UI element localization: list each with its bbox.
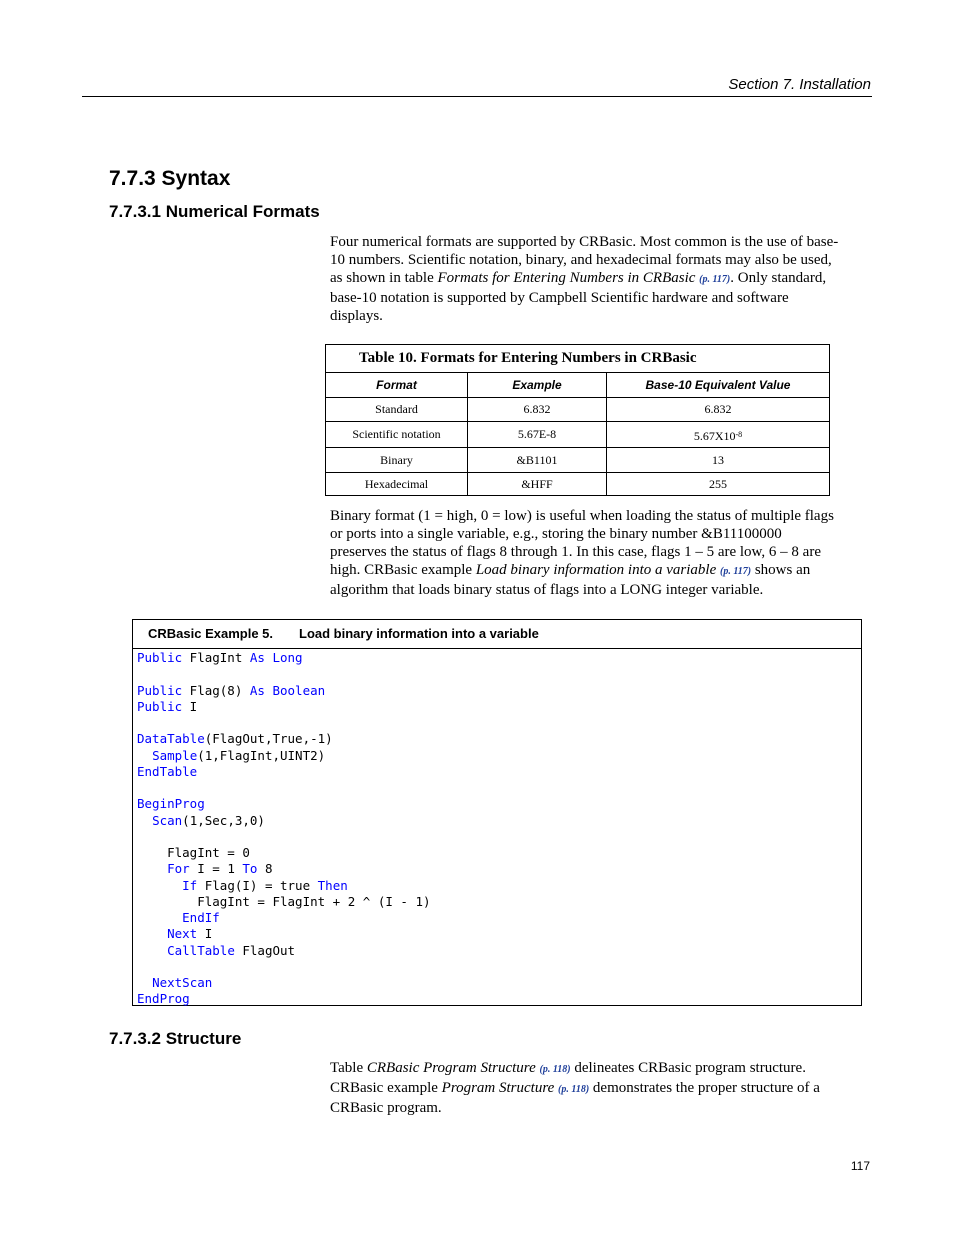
code-text: FlagInt = 0	[137, 845, 250, 860]
table-reference-title: Formats for Entering Numbers in CRBasic	[437, 270, 696, 286]
code-text: (1,FlagInt,UINT2)	[197, 747, 326, 763]
page-reference-link[interactable]: (p. 117)	[719, 566, 752, 577]
code-text: 8	[257, 861, 273, 877]
code-keyword: If	[182, 877, 198, 893]
code-line	[137, 829, 431, 845]
code-line	[137, 926, 431, 942]
table-header-row	[326, 373, 829, 398]
code-line	[137, 894, 431, 910]
code-line	[137, 683, 431, 699]
code-keyword: To	[242, 861, 258, 877]
code-keyword: Public	[137, 698, 183, 714]
table-cell: 6.832	[704, 402, 732, 416]
code-keyword: EndTable	[137, 763, 198, 779]
code-text	[137, 926, 167, 941]
code-keyword: Sample	[152, 747, 198, 763]
code-example-box	[132, 619, 862, 1006]
code-line	[137, 731, 431, 747]
code-line	[137, 666, 431, 682]
code-example-caption	[133, 620, 861, 649]
binary-format-paragraph	[330, 507, 842, 599]
table-cell: Hexadecimal	[326, 473, 468, 495]
formats-table	[325, 344, 830, 496]
code-keyword: NextScan	[152, 975, 213, 990]
paragraph-text: shows an algorithm that loads binary status of flags into a LONG integer variable.	[330, 562, 811, 598]
code-line	[137, 878, 431, 894]
page-number: 117	[850, 1159, 870, 1173]
code-keyword: Boolean	[272, 682, 326, 698]
code-text: FlagOut	[234, 942, 296, 958]
paragraph-text: demonstrates the proper structure of a CRBasic program.	[330, 1080, 820, 1116]
code-keyword: Scan	[152, 812, 183, 828]
code-keyword: Public	[137, 682, 183, 698]
paragraph-text: . Only standard, base-10 notation is supported by Campbell Scientific hardware and software displays.	[330, 270, 827, 324]
code-keyword: EndIf	[182, 910, 220, 925]
structure-heading: 7.7.3.2 Structure	[109, 1029, 242, 1048]
code-keyword: Long	[272, 650, 303, 665]
table-cell: 255	[709, 476, 727, 491]
code-example-label: CRBasic Example 5.	[148, 626, 274, 641]
numerical-formats-paragraph	[330, 233, 842, 325]
code-keyword: Next	[167, 926, 198, 942]
code-text: (FlagOut,True,-1)	[204, 731, 333, 747]
running-header: Section 7. Installation	[728, 76, 871, 93]
code-text	[137, 861, 167, 876]
code-text: Flag(I) = true	[197, 877, 318, 893]
code-text	[137, 910, 182, 925]
table-cell: 5.67E-8	[468, 422, 607, 447]
table-cell: Binary	[326, 448, 468, 472]
paragraph-text: Binary format (1 = high, 0 = low) is useful when loading the status of multiple flags or ports into a single variable, e.g., storing the binary number &B11100000 preserves the status of flags 8 through 1. In this case, flags 1 – 5 are low, 6 – 8 are high. CRBasic example	[330, 508, 834, 578]
code-line	[137, 764, 431, 780]
code-text	[137, 748, 152, 763]
code-line	[137, 959, 431, 975]
code-line	[137, 845, 431, 861]
code-keyword: Then	[317, 877, 348, 893]
code-line	[137, 861, 431, 877]
code-keyword: As	[249, 650, 265, 665]
code-line	[137, 699, 431, 715]
code-line	[137, 650, 431, 666]
code-listing	[137, 650, 431, 1008]
paragraph-text: Four numerical formats are supported by CRBasic. Most common is the use of base-10 numbers. Scientific notation, binary, and hexadecimal formats may also be used, as shown in table	[330, 234, 839, 286]
code-text	[137, 975, 152, 990]
section-heading: 7.7.3 Syntax	[109, 167, 231, 190]
table-caption: Table 10. Formats for Entering Numbers in CRBasic	[326, 345, 829, 373]
paragraph-text: Table	[330, 1060, 367, 1076]
table-reference-title: CRBasic Program Structure	[366, 1060, 536, 1076]
table-cell: Standard	[326, 398, 468, 421]
code-line	[137, 748, 431, 764]
code-text	[137, 813, 152, 828]
code-text: I = 1	[189, 861, 243, 877]
table-cell: &HFF	[468, 473, 607, 495]
table-row	[326, 422, 829, 448]
code-example-title: Load binary information into a variable	[299, 626, 539, 641]
code-text	[137, 878, 182, 893]
code-keyword: As	[249, 682, 265, 698]
code-text	[137, 943, 167, 958]
code-text: FlagInt = FlagInt + 2 ^ (I - 1)	[137, 893, 431, 909]
table-cell: Scientific notation	[326, 422, 468, 447]
code-keyword: For	[167, 861, 190, 877]
code-line	[137, 991, 431, 1007]
table-row	[326, 473, 829, 495]
table-cell: 5.67X10 -8	[693, 429, 743, 443]
column-header-format: Format	[326, 373, 468, 397]
code-text: Flag(8)	[182, 682, 250, 698]
code-text: I	[197, 926, 213, 942]
table-cell: 6.832	[468, 398, 607, 421]
table-row	[326, 448, 829, 473]
table-cell: &B1101	[468, 448, 607, 472]
column-header-base10: Base-10 Equivalent Value	[645, 378, 791, 392]
table-cell: 13	[712, 452, 724, 467]
code-keyword: CallTable	[167, 942, 235, 958]
code-keyword: Public	[137, 650, 183, 665]
numerical-formats-heading: 7.7.3.1 Numerical Formats	[109, 202, 320, 221]
code-text: (1,Sec,3,0)	[182, 812, 265, 828]
page-reference-link[interactable]: (p. 117)	[699, 274, 731, 285]
structure-paragraph	[330, 1059, 842, 1117]
example-reference-title: Program Structure	[441, 1080, 555, 1096]
code-keyword: BeginProg	[137, 796, 205, 812]
column-header-example: Example	[468, 373, 607, 397]
header-rule	[82, 96, 872, 97]
code-line	[137, 796, 431, 812]
code-text: FlagInt	[182, 650, 250, 665]
page-reference-link[interactable]: (p. 118)	[558, 1084, 590, 1095]
code-line	[137, 910, 431, 926]
code-line	[137, 943, 431, 959]
code-keyword: DataTable	[137, 731, 205, 747]
code-line	[137, 975, 431, 991]
code-line	[137, 780, 431, 796]
code-text: I	[182, 698, 198, 714]
example-reference-title: Load binary information into a variable	[475, 562, 717, 578]
code-line	[137, 813, 431, 829]
code-line	[137, 715, 431, 731]
page-reference-link[interactable]: (p. 118)	[539, 1064, 571, 1075]
code-keyword: EndProg	[137, 991, 190, 1007]
paragraph-text: delineates CRBasic program structure. CRBasic example	[330, 1060, 806, 1096]
table-row	[326, 398, 829, 422]
table-cell-base: 5.67X10	[693, 429, 736, 443]
